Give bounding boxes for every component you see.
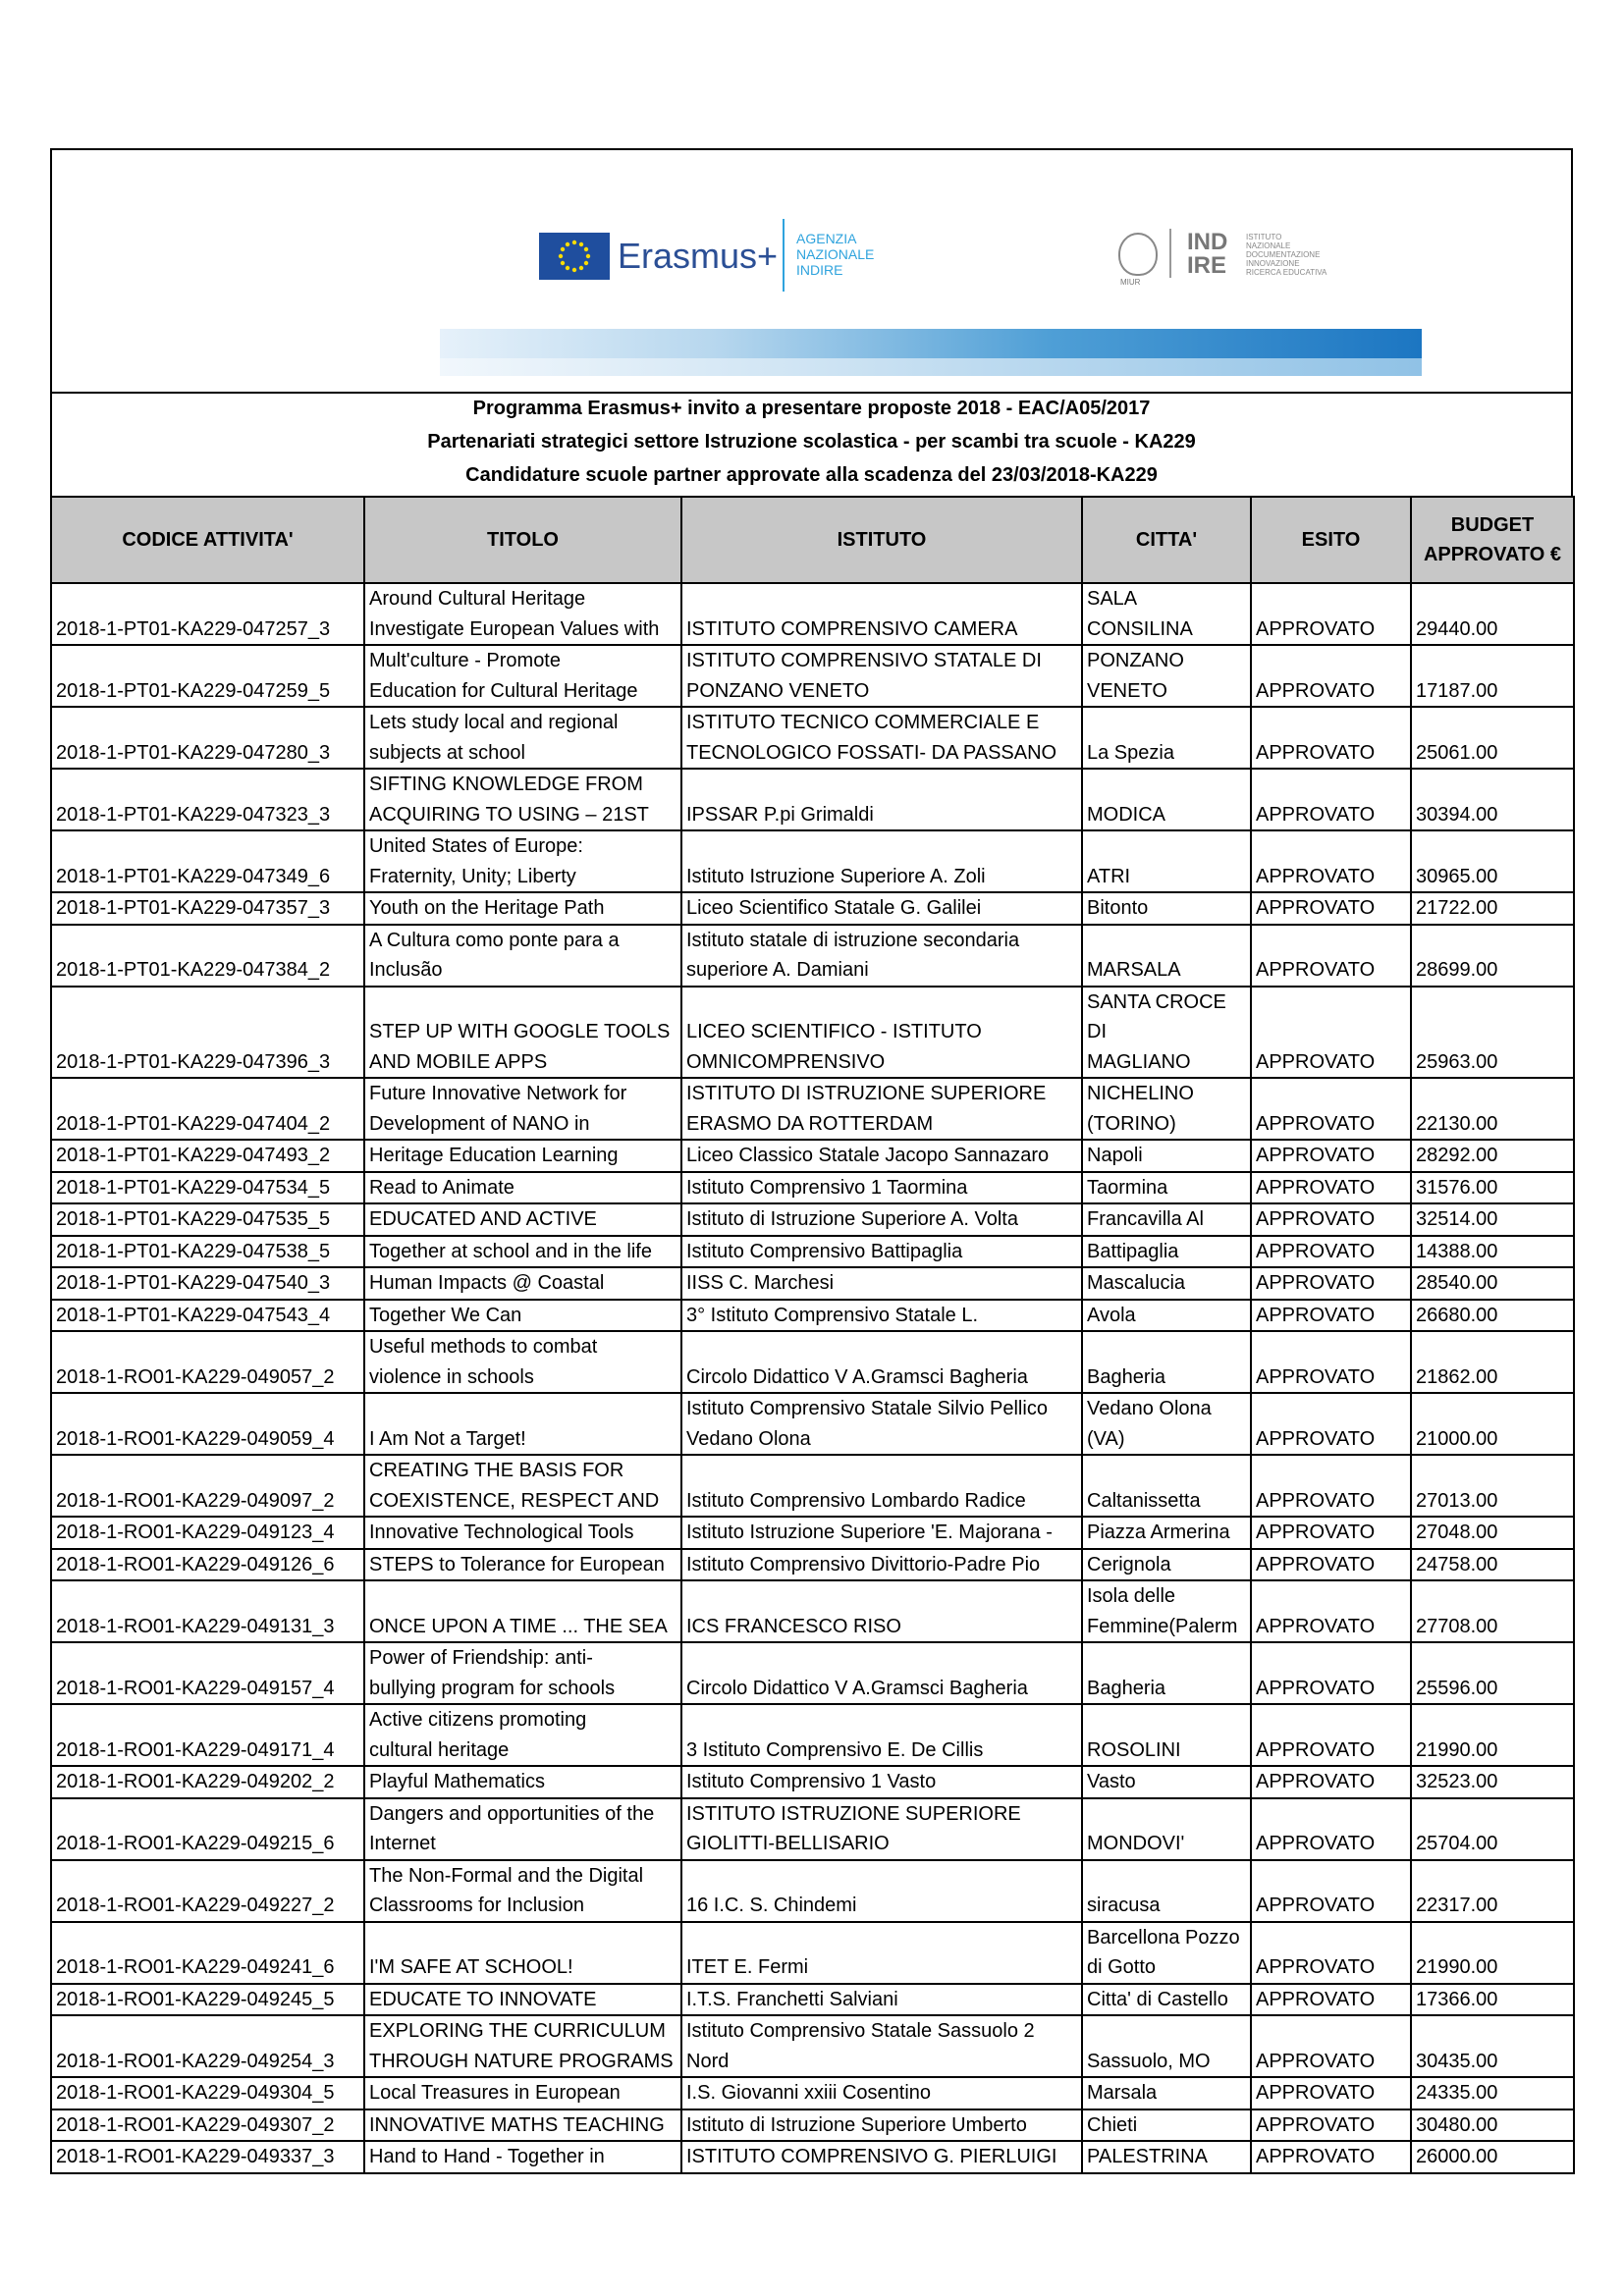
cell-budget: 32514.00: [1411, 1203, 1574, 1236]
cell-esito: APPROVATO: [1251, 1267, 1411, 1300]
cell-codice: 2018-1-RO01-KA229-049131_3: [51, 1580, 364, 1642]
cell-esito: APPROVATO: [1251, 1766, 1411, 1798]
cell-citta: PONZANO VENETO: [1082, 645, 1251, 707]
cell-citta: SALA CONSILINA: [1082, 583, 1251, 645]
cell-budget: 25704.00: [1411, 1798, 1574, 1860]
table-row: [51, 583, 1574, 645]
table-row: [51, 707, 1574, 769]
cell-esito: APPROVATO: [1251, 1078, 1411, 1140]
cell-esito: APPROVATO: [1251, 1331, 1411, 1393]
cell-titolo: I Am Not a Target!: [364, 1393, 681, 1455]
table-row: [51, 645, 1574, 707]
cell-titolo: United States of Europe: Fraternity, Unity; Liberty: [364, 830, 681, 892]
cell-budget: 30480.00: [1411, 2109, 1574, 2142]
table-row: [51, 987, 1574, 1079]
cell-citta: Napoli: [1082, 1140, 1251, 1172]
table-row: [51, 1331, 1574, 1393]
title-line-1: Programma Erasmus+ invito a presentare proposte 2018 - EAC/A05/2017: [472, 398, 1151, 419]
cell-budget: 26000.00: [1411, 2141, 1574, 2173]
cell-citta: MARSALA: [1082, 925, 1251, 987]
cell-citta: Battipaglia: [1082, 1236, 1251, 1268]
cell-titolo: Local Treasures in European: [364, 2077, 681, 2109]
cell-esito: APPROVATO: [1251, 1642, 1411, 1704]
table-header-row: [51, 497, 1574, 583]
cell-istituto: I.S. Giovanni xxiii Cosentino: [681, 2077, 1082, 2109]
cell-citta: NICHELINO (TORINO): [1082, 1078, 1251, 1140]
table-row: [51, 1984, 1574, 2016]
cell-titolo: Hand to Hand - Together in: [364, 2141, 681, 2173]
table-row: [51, 2141, 1574, 2173]
cell-esito: APPROVATO: [1251, 1140, 1411, 1172]
cell-titolo: Together We Can: [364, 1300, 681, 1332]
cell-budget: 21722.00: [1411, 892, 1574, 925]
cell-titolo: SIFTING KNOWLEDGE FROM ACQUIRING TO USING – 21ST: [364, 769, 681, 830]
cell-citta: Mascalucia: [1082, 1267, 1251, 1300]
cell-istituto: Istituto Comprensivo 1 Taormina: [681, 1172, 1082, 1204]
cell-codice: 2018-1-RO01-KA229-049157_4: [51, 1642, 364, 1704]
cell-codice: 2018-1-RO01-KA229-049171_4: [51, 1704, 364, 1766]
cell-citta: Cerignola: [1082, 1549, 1251, 1581]
indire-sub-text: ISTITUTO NAZIONALE DOCUMENTAZIONE INNOVAZIONE RICERCA EDUCATIVA: [1246, 233, 1327, 277]
cell-codice: 2018-1-PT01-KA229-047396_3: [51, 987, 364, 1079]
cell-titolo: STEP UP WITH GOOGLE TOOLS AND MOBILE APPS: [364, 987, 681, 1079]
cell-esito: APPROVATO: [1251, 892, 1411, 925]
cell-esito: APPROVATO: [1251, 1172, 1411, 1204]
cell-titolo: Mult'culture - Promote Education for Cultural Heritage: [364, 645, 681, 707]
cell-esito: APPROVATO: [1251, 1549, 1411, 1581]
cell-titolo: EDUCATED AND ACTIVE: [364, 1203, 681, 1236]
cell-budget: 22317.00: [1411, 1860, 1574, 1922]
cell-budget: 21862.00: [1411, 1331, 1574, 1393]
cell-titolo: Around Cultural Heritage Investigate European Values with: [364, 583, 681, 645]
table-row: [51, 1860, 1574, 1922]
cell-istituto: Istituto Comprensivo Divittorio-Padre Pio: [681, 1549, 1082, 1581]
cell-codice: 2018-1-RO01-KA229-049057_2: [51, 1331, 364, 1393]
cell-citta: siracusa: [1082, 1860, 1251, 1922]
erasmus-logo-text: Erasmus+: [618, 236, 779, 276]
cell-budget: 27048.00: [1411, 1517, 1574, 1549]
cell-esito: APPROVATO: [1251, 1393, 1411, 1455]
table-row: [51, 1300, 1574, 1332]
cell-titolo: CREATING THE BASIS FOR COEXISTENCE, RESPECT AND: [364, 1455, 681, 1517]
cell-codice: 2018-1-RO01-KA229-049097_2: [51, 1455, 364, 1517]
table-row: [51, 1704, 1574, 1766]
cell-budget: 24758.00: [1411, 1549, 1574, 1581]
cell-esito: APPROVATO: [1251, 1236, 1411, 1268]
table-row: [51, 2015, 1574, 2077]
cell-istituto: Istituto Istruzione Superiore A. Zoli: [681, 830, 1082, 892]
cell-esito: APPROVATO: [1251, 1580, 1411, 1642]
cell-budget: 21990.00: [1411, 1922, 1574, 1984]
cell-citta: Bagheria: [1082, 1331, 1251, 1393]
column-header-budget: BUDGET APPROVATO €: [1411, 497, 1574, 583]
cell-budget: 27708.00: [1411, 1580, 1574, 1642]
cell-esito: APPROVATO: [1251, 1455, 1411, 1517]
table-row: [51, 2109, 1574, 2142]
cell-codice: 2018-1-PT01-KA229-047357_3: [51, 892, 364, 925]
cell-codice: 2018-1-RO01-KA229-049126_6: [51, 1549, 364, 1581]
cell-titolo: Dangers and opportunities of the Internet: [364, 1798, 681, 1860]
indire-divider: [1169, 229, 1171, 278]
cell-budget: 29440.00: [1411, 583, 1574, 645]
cell-esito: APPROVATO: [1251, 1922, 1411, 1984]
cell-esito: APPROVATO: [1251, 1704, 1411, 1766]
cell-titolo: Useful methods to combat violence in schools: [364, 1331, 681, 1393]
cell-istituto: Istituto di Istruzione Superiore A. Volta: [681, 1203, 1082, 1236]
cell-istituto: Istituto Comprensivo Statale Silvio Pellico Vedano Olona: [681, 1393, 1082, 1455]
table-body: [51, 583, 1574, 2173]
title-line-3: Candidature scuole partner approvate alla scadenza del 23/03/2018-KA229: [465, 464, 1158, 486]
cell-titolo: Active citizens promoting cultural heritage: [364, 1704, 681, 1766]
title-block: [50, 392, 1573, 500]
cell-titolo: The Non-Formal and the Digital Classrooms for Inclusion: [364, 1860, 681, 1922]
cell-codice: 2018-1-PT01-KA229-047259_5: [51, 645, 364, 707]
cell-budget: 25061.00: [1411, 707, 1574, 769]
cell-titolo: Innovative Technological Tools: [364, 1517, 681, 1549]
agenzia-logo-text: AGENZIA NAZIONALE INDIRE: [796, 231, 875, 278]
table-row: [51, 1580, 1574, 1642]
column-header-codice: CODICE ATTIVITA': [51, 497, 364, 583]
table-row: [51, 1393, 1574, 1455]
cell-budget: 22130.00: [1411, 1078, 1574, 1140]
cell-esito: APPROVATO: [1251, 1517, 1411, 1549]
cell-codice: 2018-1-RO01-KA229-049059_4: [51, 1393, 364, 1455]
cell-citta: ROSOLINI: [1082, 1704, 1251, 1766]
cell-titolo: Playful Mathematics: [364, 1766, 681, 1798]
cell-budget: 17366.00: [1411, 1984, 1574, 2016]
cell-esito: APPROVATO: [1251, 1984, 1411, 2016]
cell-esito: APPROVATO: [1251, 1798, 1411, 1860]
table-row: [51, 925, 1574, 987]
cell-codice: 2018-1-PT01-KA229-047493_2: [51, 1140, 364, 1172]
cell-esito: APPROVATO: [1251, 2109, 1411, 2142]
cell-codice: 2018-1-PT01-KA229-047323_3: [51, 769, 364, 830]
cell-budget: 27013.00: [1411, 1455, 1574, 1517]
miur-label: MIUR: [1120, 278, 1141, 287]
table-row: [51, 1203, 1574, 1236]
cell-budget: 28292.00: [1411, 1140, 1574, 1172]
cell-istituto: ICS FRANCESCO RISO: [681, 1580, 1082, 1642]
cell-codice: 2018-1-PT01-KA229-047384_2: [51, 925, 364, 987]
miur-emblem-icon: [1118, 233, 1158, 276]
cell-istituto: ISTITUTO DI ISTRUZIONE SUPERIORE ERASMO DA ROTTERDAM: [681, 1078, 1082, 1140]
cell-citta: Piazza Armerina: [1082, 1517, 1251, 1549]
cell-titolo: I'M SAFE AT SCHOOL!: [364, 1922, 681, 1984]
cell-istituto: ISTITUTO COMPRENSIVO CAMERA: [681, 583, 1082, 645]
cell-citta: MONDOVI': [1082, 1798, 1251, 1860]
cell-citta: Marsala: [1082, 2077, 1251, 2109]
cell-citta: Citta' di Castello: [1082, 1984, 1251, 2016]
cell-citta: Taormina: [1082, 1172, 1251, 1204]
cell-citta: ATRI: [1082, 830, 1251, 892]
column-header-esito: ESITO: [1251, 497, 1411, 583]
table-row: [51, 1236, 1574, 1268]
cell-citta: Isola delle Femmine(Palerm: [1082, 1580, 1251, 1642]
cell-esito: APPROVATO: [1251, 830, 1411, 892]
cell-istituto: I.T.S. Franchetti Salviani: [681, 1984, 1082, 2016]
cell-istituto: ISTITUTO ISTRUZIONE SUPERIORE GIOLITTI-BELLISARIO: [681, 1798, 1082, 1860]
cell-codice: 2018-1-RO01-KA229-049227_2: [51, 1860, 364, 1922]
cell-budget: 25963.00: [1411, 987, 1574, 1079]
cell-codice: 2018-1-PT01-KA229-047535_5: [51, 1203, 364, 1236]
cell-budget: 30435.00: [1411, 2015, 1574, 2077]
cell-budget: 30965.00: [1411, 830, 1574, 892]
cell-citta: PALESTRINA: [1082, 2141, 1251, 2173]
cell-budget: 30394.00: [1411, 769, 1574, 830]
column-header-titolo: TITOLO: [364, 497, 681, 583]
cell-esito: APPROVATO: [1251, 925, 1411, 987]
cell-esito: APPROVATO: [1251, 707, 1411, 769]
table-row: [51, 1798, 1574, 1860]
cell-istituto: 3° Istituto Comprensivo Statale L.: [681, 1300, 1082, 1332]
cell-citta: Chieti: [1082, 2109, 1251, 2142]
cell-citta: Francavilla Al: [1082, 1203, 1251, 1236]
logo-divider: [783, 219, 785, 292]
cell-esito: APPROVATO: [1251, 583, 1411, 645]
cell-codice: 2018-1-PT01-KA229-047404_2: [51, 1078, 364, 1140]
cell-esito: APPROVATO: [1251, 769, 1411, 830]
table-row: [51, 769, 1574, 830]
cell-budget: 32523.00: [1411, 1766, 1574, 1798]
cell-citta: Bagheria: [1082, 1642, 1251, 1704]
cell-titolo: A Cultura como ponte para a Inclusão: [364, 925, 681, 987]
cell-istituto: ISTITUTO COMPRENSIVO G. PIERLUIGI: [681, 2141, 1082, 2173]
cell-codice: 2018-1-PT01-KA229-047538_5: [51, 1236, 364, 1268]
cell-citta: Vedano Olona (VA): [1082, 1393, 1251, 1455]
cell-citta: Vasto: [1082, 1766, 1251, 1798]
cell-esito: APPROVATO: [1251, 1203, 1411, 1236]
cell-budget: 28540.00: [1411, 1267, 1574, 1300]
cell-budget: 28699.00: [1411, 925, 1574, 987]
cell-codice: 2018-1-RO01-KA229-049202_2: [51, 1766, 364, 1798]
logo-header: [50, 148, 1573, 394]
cell-esito: APPROVATO: [1251, 1300, 1411, 1332]
cell-citta: Sassuolo, MO: [1082, 2015, 1251, 2077]
cell-budget: 31576.00: [1411, 1172, 1574, 1204]
cell-citta: Avola: [1082, 1300, 1251, 1332]
cell-istituto: Istituto Comprensivo Statale Sassuolo 2 Nord: [681, 2015, 1082, 2077]
cell-istituto: Istituto Comprensivo Lombardo Radice: [681, 1455, 1082, 1517]
table-row: [51, 1517, 1574, 1549]
table-row: [51, 1549, 1574, 1581]
cell-titolo: EDUCATE TO INNOVATE: [364, 1984, 681, 2016]
cell-esito: APPROVATO: [1251, 2015, 1411, 2077]
cell-budget: 24335.00: [1411, 2077, 1574, 2109]
cell-codice: 2018-1-RO01-KA229-049304_5: [51, 2077, 364, 2109]
cell-istituto: Istituto Comprensivo 1 Vasto: [681, 1766, 1082, 1798]
cell-istituto: IISS C. Marchesi: [681, 1267, 1082, 1300]
cell-esito: APPROVATO: [1251, 987, 1411, 1079]
cell-codice: 2018-1-PT01-KA229-047543_4: [51, 1300, 364, 1332]
cell-titolo: INNOVATIVE MATHS TEACHING: [364, 2109, 681, 2142]
cell-codice: 2018-1-PT01-KA229-047257_3: [51, 583, 364, 645]
cell-istituto: Istituto Comprensivo Battipaglia: [681, 1236, 1082, 1268]
cell-budget: 26680.00: [1411, 1300, 1574, 1332]
cell-titolo: STEPS to Tolerance for European: [364, 1549, 681, 1581]
cell-budget: 21990.00: [1411, 1704, 1574, 1766]
cell-istituto: Liceo Classico Statale Jacopo Sannazaro: [681, 1140, 1082, 1172]
cell-citta: La Spezia: [1082, 707, 1251, 769]
cell-codice: 2018-1-PT01-KA229-047349_6: [51, 830, 364, 892]
cell-codice: 2018-1-PT01-KA229-047534_5: [51, 1172, 364, 1204]
cell-codice: 2018-1-RO01-KA229-049254_3: [51, 2015, 364, 2077]
cell-citta: MODICA: [1082, 769, 1251, 830]
table-row: [51, 830, 1574, 892]
cell-codice: 2018-1-PT01-KA229-047280_3: [51, 707, 364, 769]
indire-logo-text: IND IRE: [1187, 229, 1228, 279]
cell-citta: Bitonto: [1082, 892, 1251, 925]
column-header-istituto: ISTITUTO: [681, 497, 1082, 583]
cell-esito: APPROVATO: [1251, 1860, 1411, 1922]
cell-budget: 17187.00: [1411, 645, 1574, 707]
cell-budget: 25596.00: [1411, 1642, 1574, 1704]
table-row: [51, 1922, 1574, 1984]
cell-istituto: ISTITUTO COMPRENSIVO STATALE DI PONZANO VENETO: [681, 645, 1082, 707]
cell-budget: 21000.00: [1411, 1393, 1574, 1455]
cell-titolo: Lets study local and regional subjects at school: [364, 707, 681, 769]
cell-istituto: ITET E. Fermi: [681, 1922, 1082, 1984]
cell-codice: 2018-1-RO01-KA229-049241_6: [51, 1922, 364, 1984]
cell-istituto: Istituto statale di istruzione secondaria superiore A. Damiani: [681, 925, 1082, 987]
cell-citta: SANTA CROCE DI MAGLIANO: [1082, 987, 1251, 1079]
cell-titolo: Read to Animate: [364, 1172, 681, 1204]
decorative-blue-band-lower: [440, 358, 1422, 376]
cell-codice: 2018-1-PT01-KA229-047540_3: [51, 1267, 364, 1300]
cell-codice: 2018-1-RO01-KA229-049123_4: [51, 1517, 364, 1549]
cell-titolo: Heritage Education Learning: [364, 1140, 681, 1172]
document-frame: [50, 148, 1571, 2167]
cell-titolo: Future Innovative Network for Development of NANO in: [364, 1078, 681, 1140]
cell-titolo: Together at school and in the life: [364, 1236, 681, 1268]
cell-istituto: LICEO SCIENTIFICO - ISTITUTO OMNICOMPRENSIVO: [681, 987, 1082, 1079]
cell-esito: APPROVATO: [1251, 2141, 1411, 2173]
cell-codice: 2018-1-RO01-KA229-049245_5: [51, 1984, 364, 2016]
cell-citta: Caltanissetta: [1082, 1455, 1251, 1517]
table-row: [51, 1766, 1574, 1798]
column-header-citta: CITTA': [1082, 497, 1251, 583]
table-row: [51, 1140, 1574, 1172]
cell-istituto: Circolo Didattico V A.Gramsci Bagheria: [681, 1642, 1082, 1704]
cell-istituto: 16 I.C. S. Chindemi: [681, 1860, 1082, 1922]
title-line-2: Partenariati strategici settore Istruzione scolastica - per scambi tra scuole - KA229: [427, 431, 1196, 453]
cell-istituto: 3 Istituto Comprensivo E. De Cillis: [681, 1704, 1082, 1766]
cell-istituto: Istituto di Istruzione Superiore Umberto: [681, 2109, 1082, 2142]
cell-istituto: IPSSAR P.pi Grimaldi: [681, 769, 1082, 830]
projects-table: [50, 496, 1575, 2174]
cell-istituto: Liceo Scientifico Statale G. Galilei: [681, 892, 1082, 925]
cell-titolo: Youth on the Heritage Path: [364, 892, 681, 925]
cell-titolo: EXPLORING THE CURRICULUM THROUGH NATURE PROGRAMS: [364, 2015, 681, 2077]
cell-titolo: Human Impacts @ Coastal: [364, 1267, 681, 1300]
cell-istituto: ISTITUTO TECNICO COMMERCIALE E TECNOLOGICO FOSSATI- DA PASSANO: [681, 707, 1082, 769]
table-row: [51, 1078, 1574, 1140]
cell-esito: APPROVATO: [1251, 645, 1411, 707]
table-row: [51, 1642, 1574, 1704]
cell-codice: 2018-1-RO01-KA229-049337_3: [51, 2141, 364, 2173]
cell-istituto: Istituto Istruzione Superiore 'E. Majorana -: [681, 1517, 1082, 1549]
eu-flag-icon: [539, 233, 610, 280]
cell-budget: 14388.00: [1411, 1236, 1574, 1268]
table-row: [51, 1267, 1574, 1300]
table-row: [51, 2077, 1574, 2109]
cell-titolo: Power of Friendship: anti- bullying program for schools: [364, 1642, 681, 1704]
cell-istituto: Circolo Didattico V A.Gramsci Bagheria: [681, 1331, 1082, 1393]
cell-esito: APPROVATO: [1251, 2077, 1411, 2109]
table-row: [51, 1455, 1574, 1517]
cell-codice: 2018-1-RO01-KA229-049307_2: [51, 2109, 364, 2142]
cell-titolo: ONCE UPON A TIME ... THE SEA: [364, 1580, 681, 1642]
table-row: [51, 892, 1574, 925]
cell-citta: Barcellona Pozzo di Gotto: [1082, 1922, 1251, 1984]
table-row: [51, 1172, 1574, 1204]
cell-codice: 2018-1-RO01-KA229-049215_6: [51, 1798, 364, 1860]
